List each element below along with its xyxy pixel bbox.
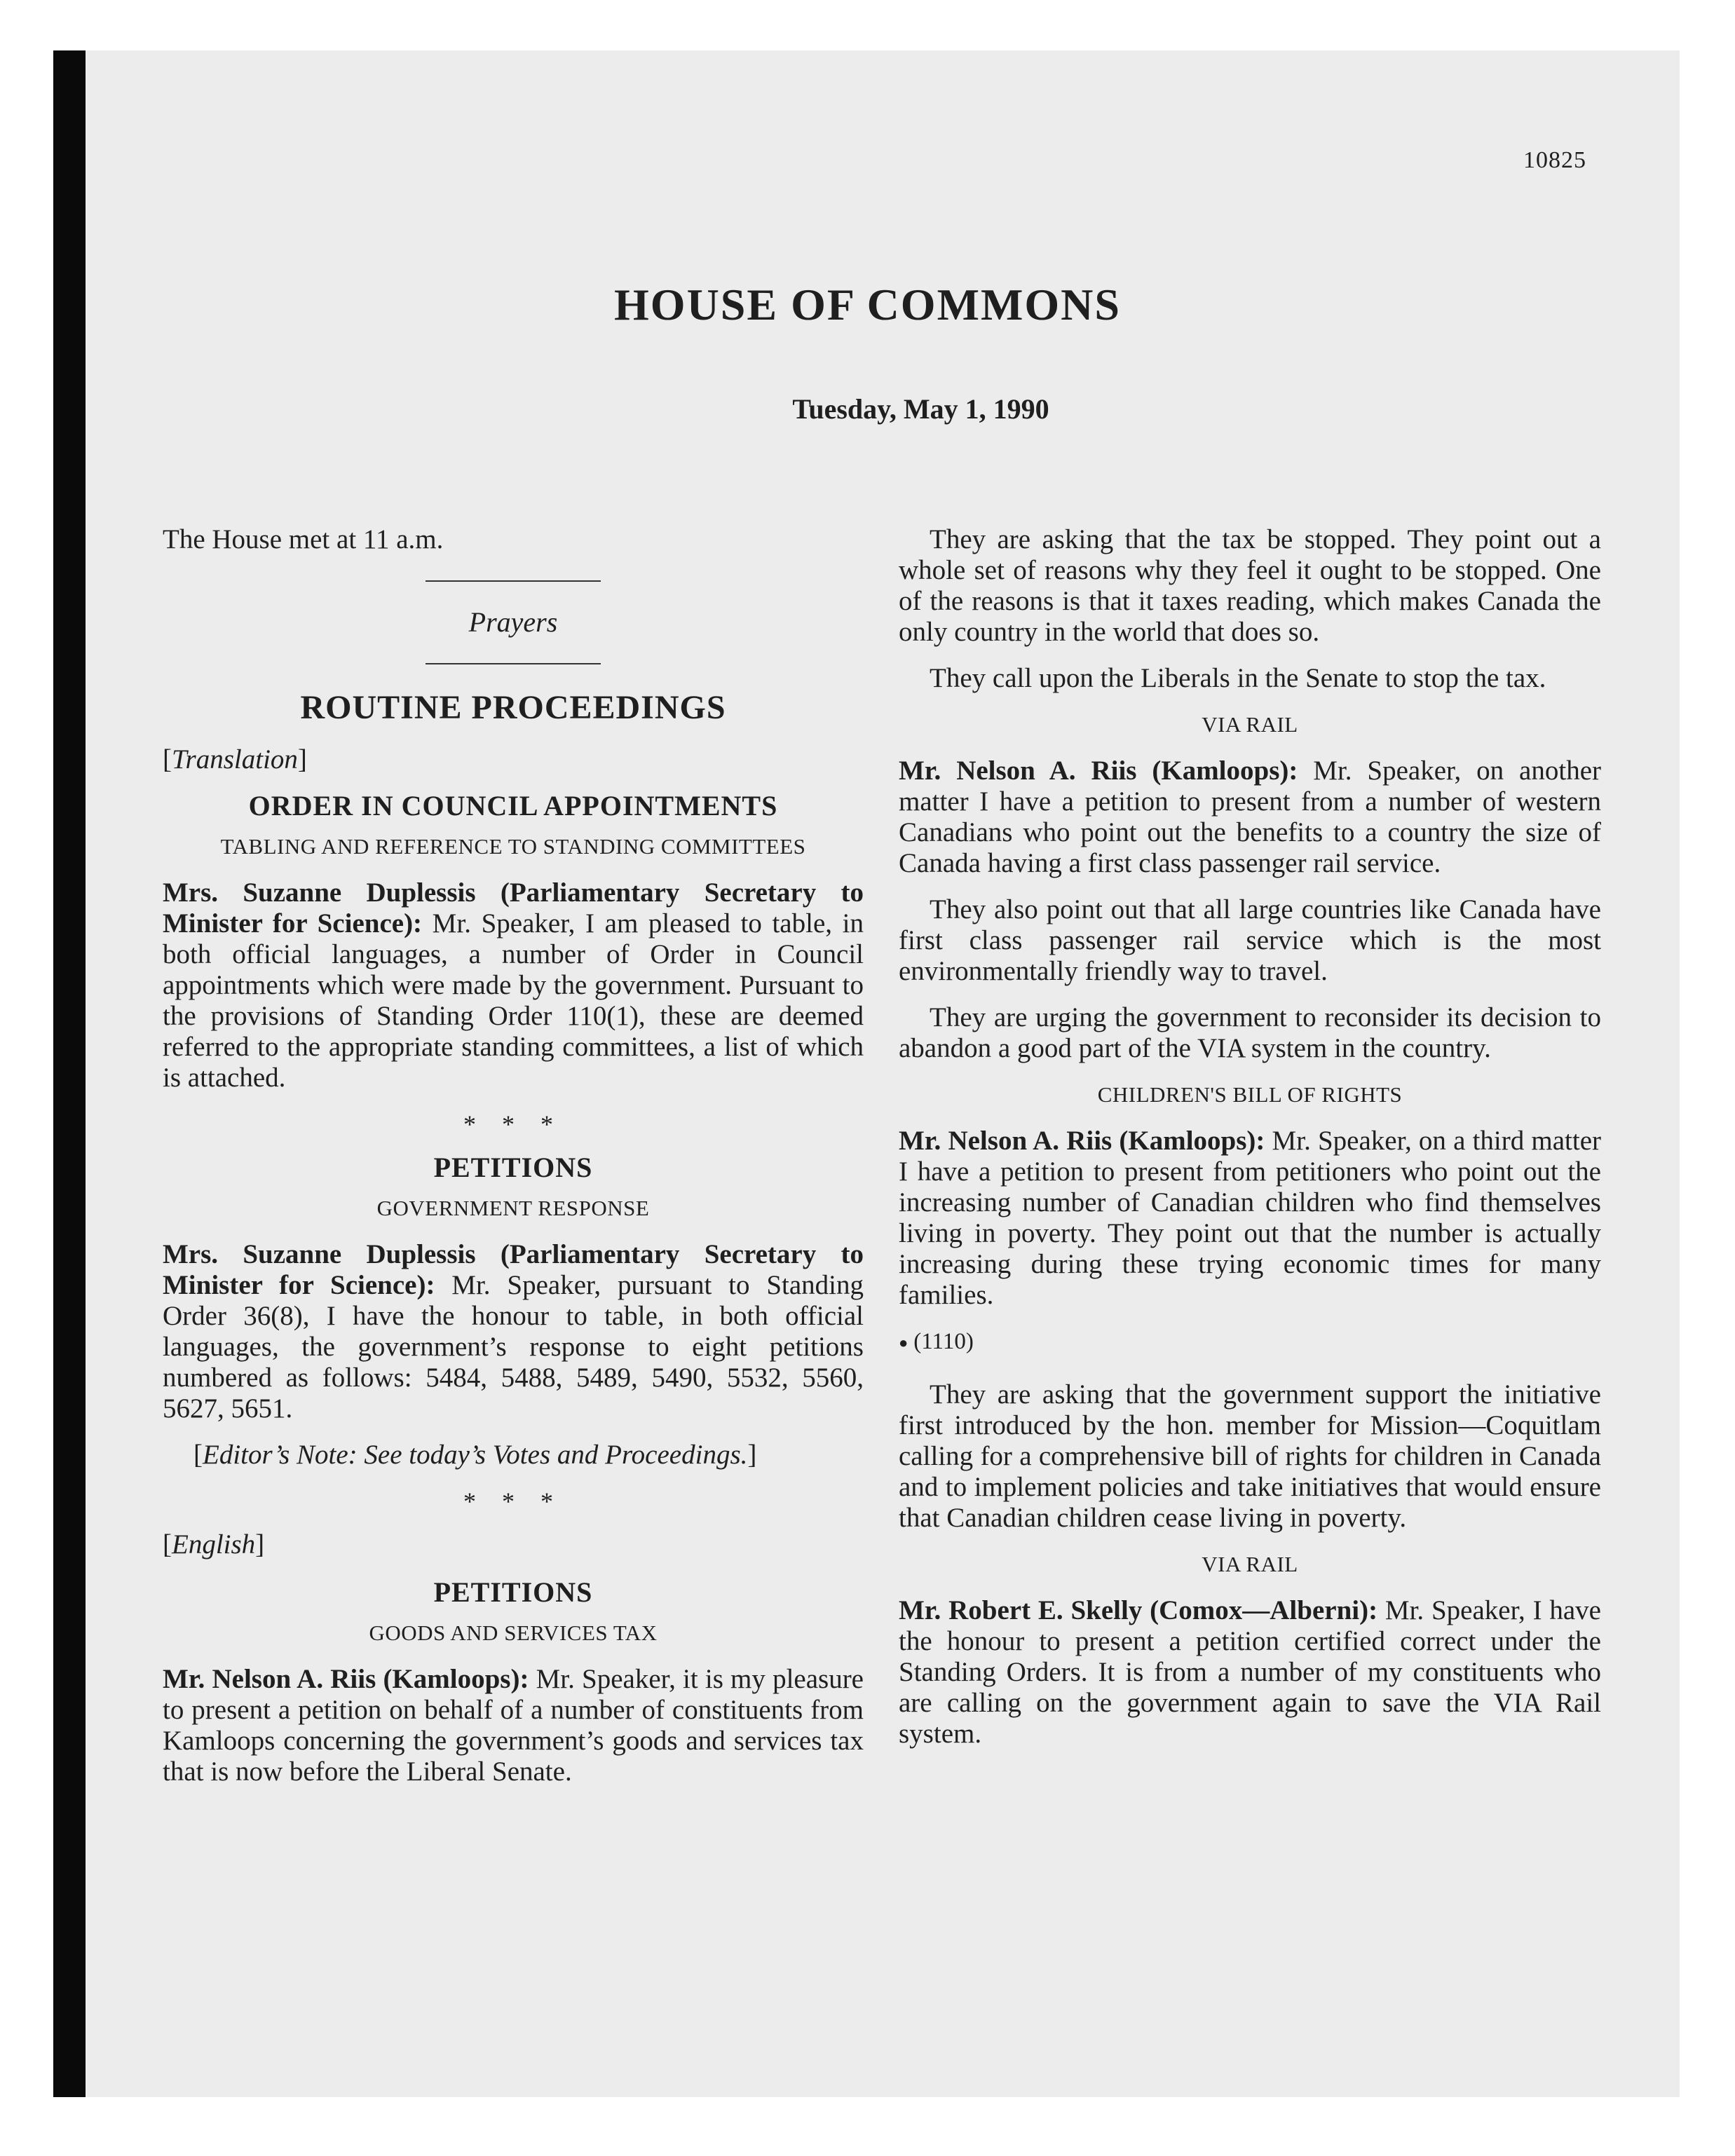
paragraph: They also point out that all large countries like Canada have first class passenger rail service which is the most environmentally friendly way to travel. [899, 894, 1601, 986]
section-heading-petitions: PETITIONS [433, 1152, 593, 1183]
subheading-via-rail: VIA RAIL [1202, 712, 1298, 737]
speech-riis-gst: Mr. Nelson A. Riis (Kamloops): Mr. Speaker, it is my pleasure to present a petition on behalf of a number of constituents from Kamloops concerning the government’s goods and services tax that is now before the Liberal Senate. [163, 1664, 864, 1787]
speech-duplessis-petitions: Mrs. Suzanne Duplessis (Parliamentary Secretary to Minister for Science): Mr. Speaker, pursuant to Standing Order 36(8), I have the honour to table, in both official languages, the government’s response to eight petitions numbered as follows: 5484, 5488, 5489, 5490, 5532, 5560, 5627, 5651. [163, 1239, 864, 1424]
speech-skelly-via: Mr. Robert E. Skelly (Comox—Alberni): Mr. Speaker, I have the honour to present a petition certified correct under the Standing Orders. It is from a number of my constituents who are calling on the government again to save the VIA Rail system. [899, 1595, 1601, 1749]
left-column [163, 524, 864, 1803]
subheading-tabling: TABLING AND REFERENCE TO STANDING COMMITTEES [220, 834, 806, 859]
subheading-childrens-bill: CHILDREN'S BILL OF RIGHTS [1097, 1082, 1403, 1107]
speech-duplessis-oic: Mrs. Suzanne Duplessis (Parliamentary Secretary to Minister for Science): Mr. Speaker, I am pleased to table, in both official languages, a number of Order in Council appointments which were made by the government. Pursuant to the provisions of Standing Order 110(1), these are deemed referred to the appropriate standing committees, a list of which is attached. [163, 878, 864, 1093]
paragraph: They are urging the government to reconsider its decision to abandon a good part of the VIA system in the country. [899, 1002, 1601, 1063]
speaker-name: Mrs. Suzanne Duplessis (Parliamentary Secretary to Minister for Science): [163, 878, 864, 939]
speech-riis-children: Mr. Nelson A. Riis (Kamloops): Mr. Speaker, on a third matter I have a petition to present from petitioners who point out the increasing number of Canadian children who find themselves living in poverty. They point out that the number is actually increasing during these trying economic times for many families. [899, 1126, 1602, 1310]
speaker-name: Mr. Nelson A. Riis (Kamloops): [899, 1126, 1265, 1156]
divider-rule [426, 580, 601, 582]
speaker-name: Mr. Nelson A. Riis (Kamloops): [899, 756, 1298, 786]
section-separator: * * * [463, 1487, 563, 1515]
page-title: HOUSE OF COMMONS [614, 280, 1121, 329]
sitting-date: Tuesday, May 1, 1990 [792, 393, 1049, 425]
prayers-heading: Prayers [468, 606, 558, 638]
speaker-name: Mrs. Suzanne Duplessis (Parliamentary Secretary to Minister for Science): [163, 1239, 864, 1300]
speaker-name: Mr. Robert E. Skelly (Comox—Alberni): [899, 1595, 1378, 1626]
paragraph: They are asking that the government support the initiative first introduced by the hon. member for Mission—Coquitlam calling for a comprehensive bill of rights for children in Canada and to implement policies and take initiatives that would ensure that Canadian children cease living in poverty. [899, 1379, 1601, 1534]
bullet-icon: ● [899, 1334, 909, 1352]
section-heading-oic: ORDER IN COUNCIL APPOINTMENTS [248, 790, 778, 821]
paragraph: They call upon the Liberals in the Senate to stop the tax. [930, 663, 1546, 693]
subheading-government-response: GOVERNMENT RESPONSE [376, 1196, 650, 1220]
page-number: 10825 [1523, 147, 1586, 173]
section-heading-petitions: PETITIONS [433, 1576, 593, 1608]
paragraph: They are asking that the tax be stopped. They point out a whole set of reasons why they feel it ought to be stopped. One of the reasons is that it taxes reading, which makes Canada the only country in the world that does so. [899, 524, 1601, 647]
speaker-name: Mr. Nelson A. Riis (Kamloops): [163, 1664, 529, 1694]
routine-proceedings-heading: ROUTINE PROCEEDINGS [300, 689, 726, 726]
opening-line: The House met at 11 a.m. [163, 524, 444, 554]
subheading-via-rail: VIA RAIL [1202, 1552, 1298, 1577]
subheading-gst: GOODS AND SERVICES TAX [369, 1621, 658, 1645]
english-tag: [English] [163, 1529, 265, 1560]
divider-rule [426, 663, 601, 664]
editor-note: [Editor’s Note: See today’s Votes and Proceedings.] [193, 1440, 757, 1470]
translation-tag: [Translation] [163, 744, 307, 775]
binding-edge [53, 50, 86, 2097]
right-column [899, 524, 1601, 1765]
time-stamp: ● (1110) [899, 1329, 974, 1354]
speech-riis-via: Mr. Nelson A. Riis (Kamloops): Mr. Speaker, on another matter I have a petition to present from a number of western Canadians who point out the benefits to a country the size of Canada having a first class passenger rail service. [899, 756, 1601, 878]
section-separator: * * * [463, 1110, 563, 1138]
